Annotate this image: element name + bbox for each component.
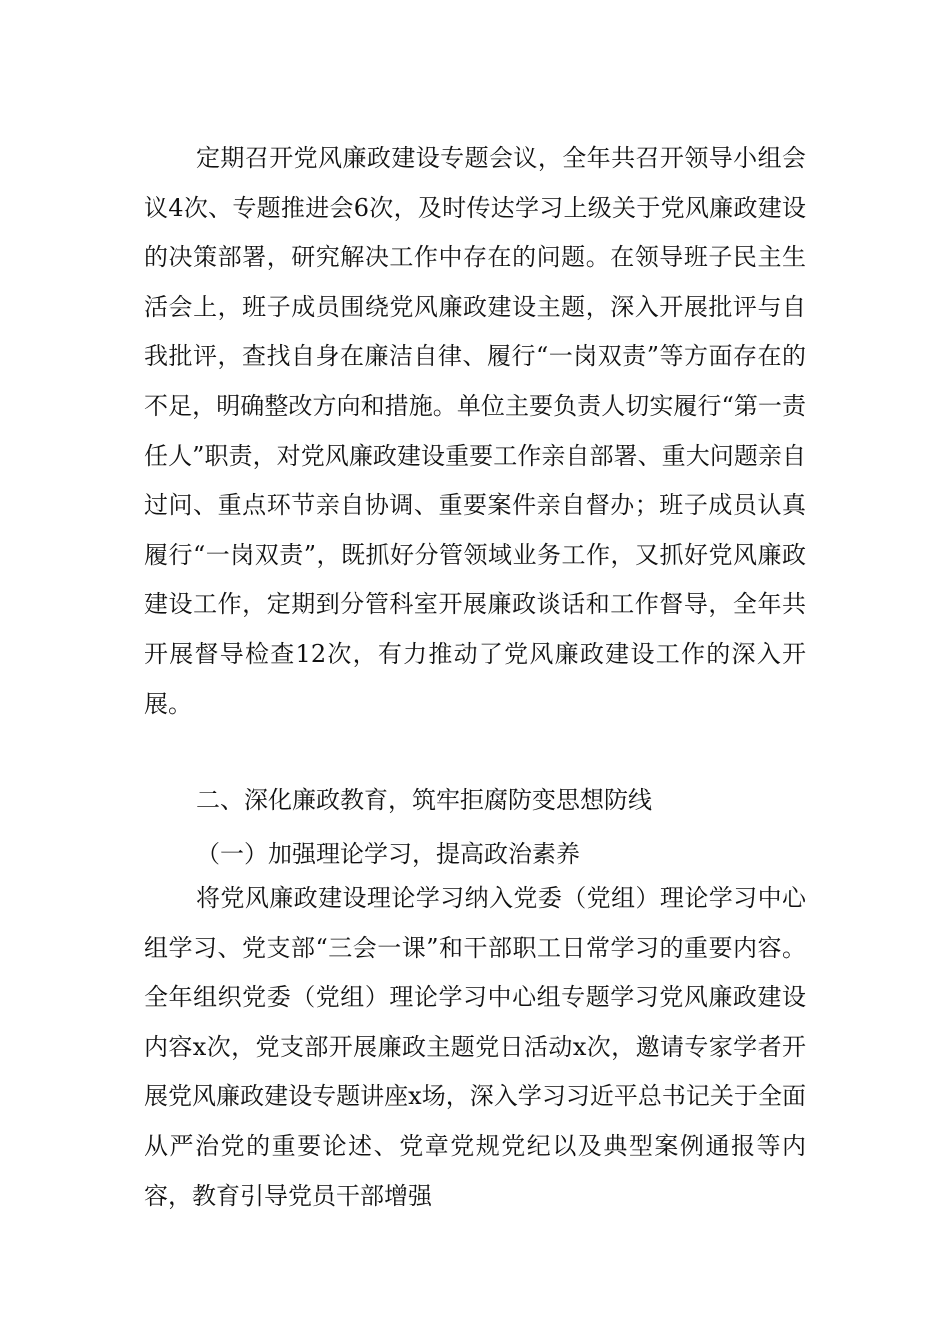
- subsection-heading-block: [144, 832, 806, 876]
- subsection-heading: （一）加强理论学习，提高政治素养: [196, 840, 580, 868]
- section-heading: 二、深化廉政教育，筑牢拒腐防变思想防线: [196, 786, 652, 814]
- section-heading-block: [144, 778, 806, 822]
- body-text-block: [144, 134, 806, 729]
- paragraph-2: 将党风廉政建设理论学习纳入党委（党组）理论学习中心组学习、党支部“三会一课”和干部职工日常学习的重要内容。全年组织党委（党组）理论学习中心组专题学习党风廉政建设内容x次，党支部开展廉政主题党日活动x次，邀请专家学者开展党风廉政建设专题讲座x场，深入学习习近平总书记关于全面从严治党的重要论述、党章党规党纪以及典型案例通报等内容，教育引导党员干部增强: [144, 884, 806, 1210]
- body-text-block-2: [144, 874, 806, 1221]
- paragraph-1: 定期召开党风廉政建设专题会议，全年共召开领导小组会议4次、专题推进会6次，及时传达学习上级关于党风廉政建设的决策部署，研究解决工作中存在的问题。在领导班子民主生活会上，班子成员围绕党风廉政建设主题，深入开展批评与自我批评，查找自身在廉洁自律、履行“一岗双责”等方面存在的不足，明确整改方向和措施。单位主要负责人切实履行“第一责任人”职责，对党风廉政建设重要工作亲自部署、重大问题亲自过问、重点环节亲自协调、重要案件亲自督办；班子成员认真履行“一岗双责”，既抓好分管领域业务工作，又抓好党风廉政建设工作，定期到分管科室开展廉政谈话和工作督导，全年共开展督导检查12次，有力推动了党风廉政建设工作的深入开展。: [144, 144, 806, 718]
